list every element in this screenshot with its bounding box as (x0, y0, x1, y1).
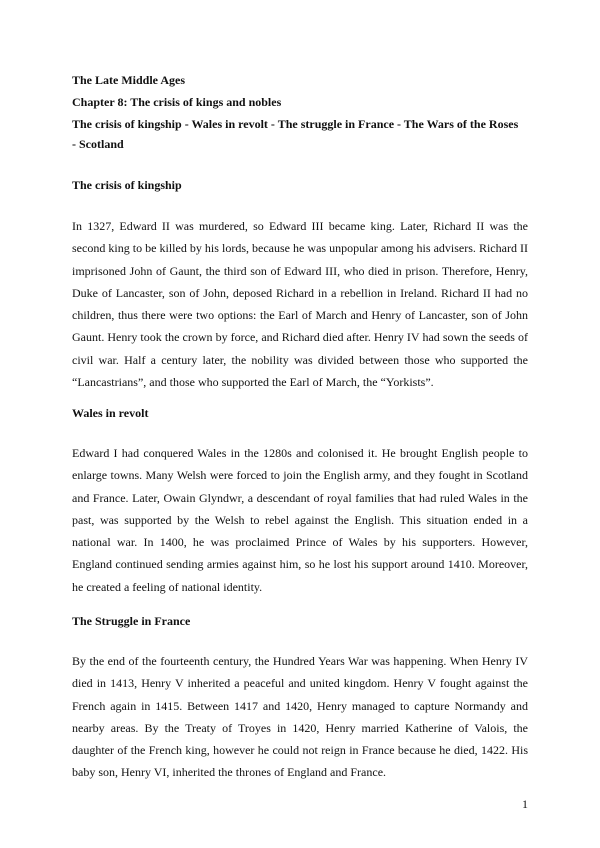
chapter-title: Chapter 8: The crisis of kings and nobles (72, 95, 282, 109)
section-heading-crisis-of-kingship: The crisis of kingship (72, 178, 182, 192)
section-text-struggle-in-france: By the end of the fourteenth century, the Hundred Years War was happening. When Henry IV died in 1413, Henry V inherited a peaceful and united kingdom. Henry V fought against the French again in 1415. Between 1417 and 1420, Henry managed to capture Normandy and nearby areas. By the Treaty of Troyes in 1420, Henry married Katherine of Valois, the daughter of the French king, however he could not reign in France because he died, 1422. His baby son, Henry VI, inherited the thrones of England and France. (72, 654, 528, 780)
section-heading-struggle-in-france: The Struggle in France (72, 614, 191, 628)
section-text-crisis-of-kingship: In 1327, Edward II was murdered, so Edward III became king. Later, Richard II was the second king to be killed by his lords, because he was unpopular among his advisers. Richard II imprisoned John of Gaunt, the third son of Edward III, who died in prison. Therefore, Henry, Duke of Lancaster, son of John, deposed Richard in a rebellion in Ireland. Richard II had no children, thus there were two options: the Earl of March and Henry of Lancaster, son of John Gaunt. Henry took the crown by force, and Richard died after. Henry IV had sown the seeds of civil war. Half a century later, the nobility was divided between those who supported the “Lancastrians”, and those who supported the Earl of March, the “Yorkists”. (72, 219, 528, 390)
section-text-wales-in-revolt: Edward I had conquered Wales in the 1280s and colonised it. He brought English people to enlarge towns. Many Welsh were forced to join the English army, and they fought in Scotland and France. Later, Owain Glyndwr, a descendant of royal families that had ruled Wales in the past, was supported by the Welsh to rebel against the English. This situation ended in a national war. In 1400, he was proclaimed Prince of Wales by his supporters. However, England continued sending armies against him, so he lost his support around 1410. Moreover, he created a feeling of national identity. (72, 446, 528, 594)
page-number: 1 (522, 797, 528, 811)
document-title: The Late Middle Ages (72, 73, 185, 87)
chapter-topics-line1: The crisis of kingship - Wales in revolt - The struggle in France - The Wars of the Roses (72, 117, 519, 131)
chapter-topics-line2: - Scotland (72, 137, 124, 151)
section-heading-wales-in-revolt: Wales in revolt (72, 406, 149, 420)
